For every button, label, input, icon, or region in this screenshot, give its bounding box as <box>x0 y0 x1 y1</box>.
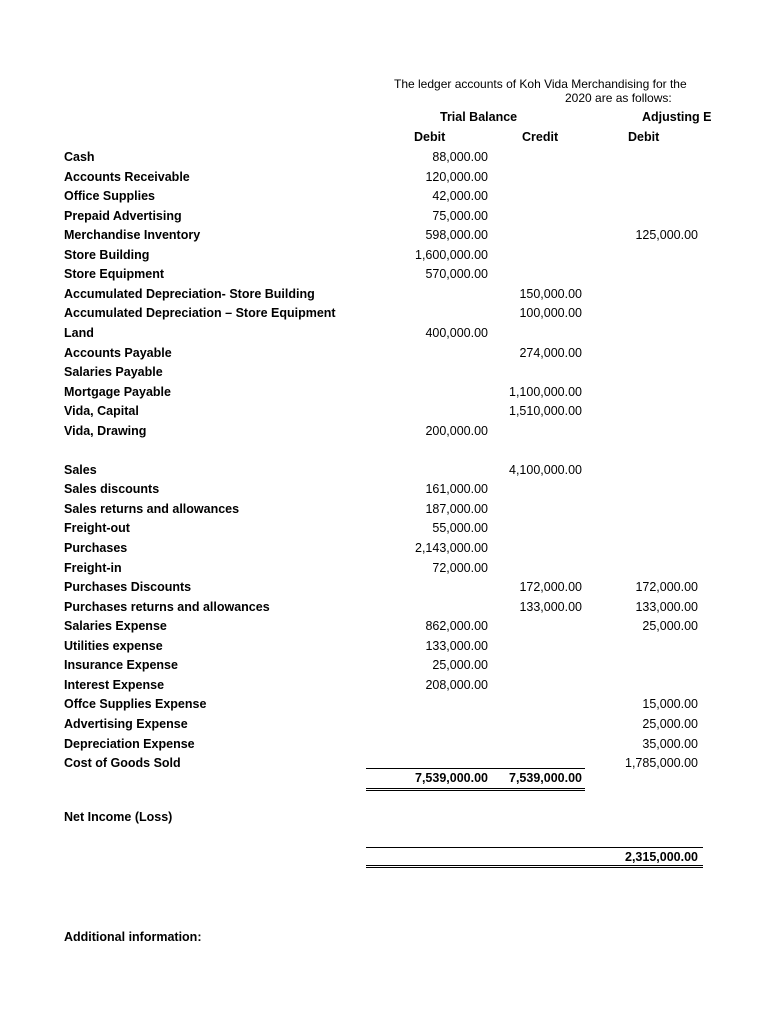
trial-debit-value: 1,600,000.00 <box>415 247 488 262</box>
trial-credit-value: 100,000.00 <box>519 306 582 321</box>
trial-credit-value: 133,000.00 <box>519 599 582 614</box>
ledger-row <box>0 502 768 521</box>
ledger-row <box>0 209 768 228</box>
account-name: Sales <box>64 462 97 477</box>
account-name: Accumulated Depreciation – Store Equipment <box>64 306 336 321</box>
trial-credit-value: 172,000.00 <box>519 580 582 595</box>
ledger-row <box>0 365 768 384</box>
trial-debit-value: 72,000.00 <box>432 560 488 575</box>
account-name: Vida, Drawing <box>64 423 147 438</box>
adj-total-bottom-rule-1 <box>366 865 703 866</box>
trial-debit-value: 75,000.00 <box>432 208 488 223</box>
ledger-row <box>0 482 768 501</box>
ledger-row <box>0 346 768 365</box>
trial-debit-value: 25,000.00 <box>432 658 488 673</box>
additional-info-label: Additional information: <box>64 930 202 944</box>
trial-debit-value: 42,000.00 <box>432 189 488 204</box>
trial-debit-value: 187,000.00 <box>425 501 488 516</box>
trial-debit-value: 133,000.00 <box>425 638 488 653</box>
account-name: Purchases <box>64 541 128 555</box>
account-name: Insurance Expense <box>64 658 178 673</box>
header-adjusting: Adjusting E <box>642 110 712 124</box>
account-name: Mortgage Payable <box>64 384 171 399</box>
account-name: Accounts Payable <box>64 345 172 360</box>
adjusting-debit-value: 25,000.00 <box>642 619 698 634</box>
ledger-row <box>0 287 768 306</box>
header-trial-balance: Trial Balance <box>440 110 518 124</box>
account-name: Merchandise Inventory <box>64 228 201 243</box>
account-name: Cash <box>64 150 95 164</box>
ledger-row <box>0 267 768 286</box>
account-name: Land <box>64 325 94 340</box>
ledger-row <box>0 424 768 443</box>
ledger-row <box>0 521 768 540</box>
account-name: Purchases returns and allowances <box>64 599 270 614</box>
ledger-row <box>0 580 768 599</box>
account-name: Accounts Receivable <box>64 169 190 184</box>
account-name: Salaries Payable <box>64 365 163 380</box>
account-name: Freight-out <box>64 521 130 536</box>
account-name: Vida, Capital <box>64 404 139 419</box>
account-name: Freight-in <box>64 560 122 575</box>
adj-total-value: 2,315,000.00 <box>625 850 698 864</box>
additional-info-row <box>0 930 768 949</box>
total-debit: 7,539,000.00 <box>415 771 488 785</box>
adjusting-debit-value: 172,000.00 <box>635 580 698 595</box>
account-name: Offce Supplies Expense <box>64 697 207 712</box>
trial-debit-value: 400,000.00 <box>425 325 488 340</box>
trial-debit-value: 2,143,000.00 <box>415 541 488 555</box>
account-name: Advertising Expense <box>64 716 188 731</box>
ledger-row <box>0 658 768 677</box>
account-name: Sales returns and allowances <box>64 501 240 516</box>
adjusting-debit-value: 125,000.00 <box>635 228 698 243</box>
trial-credit-value: 4,100,000.00 <box>509 462 582 477</box>
ledger-row <box>0 463 768 482</box>
ledger-row <box>0 248 768 267</box>
trial-debit-value: 570,000.00 <box>425 267 488 282</box>
trial-credit-value: 150,000.00 <box>519 286 582 301</box>
adjusting-debit-value: 15,000.00 <box>642 697 698 712</box>
account-name: Office Supplies <box>64 189 155 204</box>
ledger-row <box>0 228 768 247</box>
ledger-row <box>0 561 768 580</box>
adjusting-debit-value: 35,000.00 <box>642 736 698 751</box>
trial-debit-value: 161,000.00 <box>425 482 488 497</box>
ledger-row <box>0 150 768 169</box>
account-name: Depreciation Expense <box>64 736 195 751</box>
trial-debit-value: 208,000.00 <box>425 677 488 692</box>
adj-total-bottom-rule-2 <box>366 867 703 868</box>
ledger-row <box>0 600 768 619</box>
totals-bottom-rule-1 <box>366 788 585 789</box>
title-line-1: The ledger accounts of Koh Vida Merchandising for the <box>394 77 687 91</box>
account-name: Utilities expense <box>64 638 163 653</box>
account-name: Cost of Goods Sold <box>64 756 181 771</box>
trial-debit-value: 120,000.00 <box>425 169 488 184</box>
totals-bottom-rule-2 <box>366 790 585 791</box>
ledger-row <box>0 326 768 345</box>
ledger-row <box>0 385 768 404</box>
trial-credit-value: 1,510,000.00 <box>509 404 582 419</box>
totals-top-rule <box>366 768 585 769</box>
account-name: Store Building <box>64 247 150 262</box>
trial-debit-value: 862,000.00 <box>425 619 488 634</box>
adj-total-top-rule <box>366 847 703 848</box>
account-name: Salaries Expense <box>64 619 167 634</box>
header-adjusting-debit: Debit <box>628 130 660 144</box>
adjusting-debit-value: 1,785,000.00 <box>625 756 698 771</box>
ledger-row <box>0 404 768 423</box>
account-name: Store Equipment <box>64 267 165 282</box>
account-name: Sales discounts <box>64 482 160 497</box>
account-name: Interest Expense <box>64 677 165 692</box>
adjusting-debit-value: 133,000.00 <box>635 599 698 614</box>
ledger-row <box>0 443 768 462</box>
ledger-row <box>0 639 768 658</box>
ledger-row <box>0 619 768 638</box>
ledger-row <box>0 189 768 208</box>
total-credit: 7,539,000.00 <box>509 771 582 785</box>
trial-debit-value: 200,000.00 <box>425 423 488 438</box>
ledger-row <box>0 541 768 560</box>
account-name: Prepaid Advertising <box>64 208 182 223</box>
trial-credit-value: 1,100,000.00 <box>509 384 582 399</box>
ledger-row <box>0 697 768 716</box>
net-income-row <box>0 810 768 829</box>
ledger-row <box>0 737 768 756</box>
trial-debit-value: 88,000.00 <box>432 150 488 164</box>
account-name: Accumulated Depreciation- Store Building <box>64 286 315 301</box>
trial-debit-value: 598,000.00 <box>425 228 488 243</box>
ledger-row <box>0 170 768 189</box>
header-credit: Credit <box>522 130 559 144</box>
title-line-2: 2020 are as follows: <box>565 91 672 105</box>
adjusting-debit-value: 25,000.00 <box>642 716 698 731</box>
trial-debit-value: 55,000.00 <box>432 521 488 536</box>
ledger-row <box>0 306 768 325</box>
account-name: Purchases Discounts <box>64 580 192 595</box>
ledger-row <box>0 678 768 697</box>
net-income-label: Net Income (Loss) <box>64 810 173 824</box>
trial-credit-value: 274,000.00 <box>519 345 582 360</box>
ledger-row <box>0 717 768 736</box>
header-debit: Debit <box>414 130 446 144</box>
